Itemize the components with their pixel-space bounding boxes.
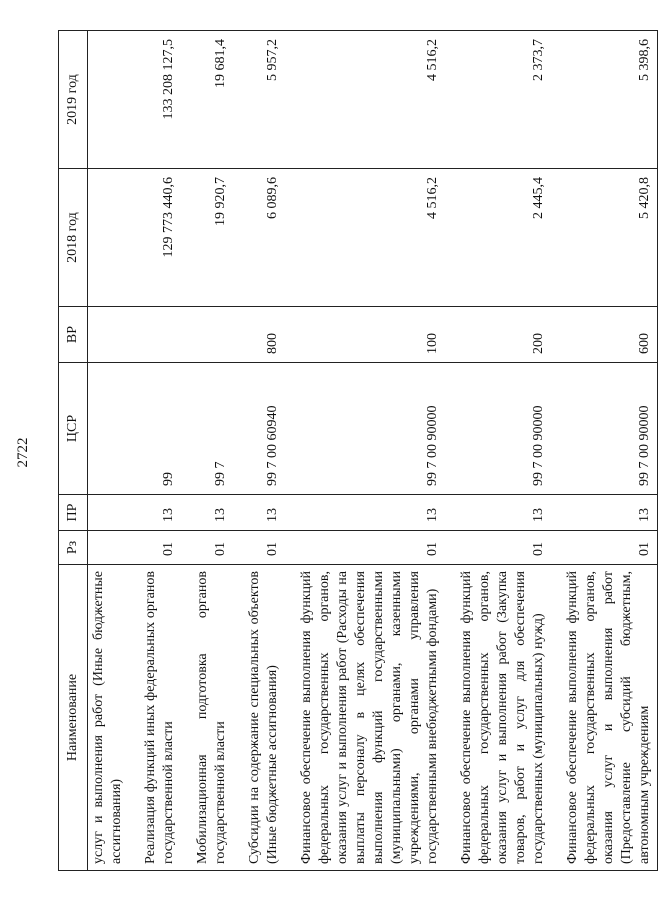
row-spacer [551,31,562,871]
row-spacer [445,31,456,871]
row-spacer [181,31,192,871]
row-rz [88,531,130,565]
row-rz: 01 [192,531,233,565]
header-2018: 2018 год [59,169,88,307]
header-vr: ВР [59,307,88,363]
table-row [296,31,445,871]
row-2019: 19 681,4 [192,31,233,169]
header-rz: Рз [59,531,88,565]
row-rz: 01 [456,531,551,565]
table-row [456,31,551,871]
row-rz: 01 [140,531,181,565]
row-csr: 99 [140,363,181,495]
row-name: Финансовое обеспечение выполнения функций федеральных государственных органов, оказания услуг и выполнения работ (Расходы на выплаты персоналу в целях обеспечения выполнения функций государственными (муниципальными) органами, казенными учреждениями, органами управления государственными внебюджетными фондами) [296,565,445,871]
row-name: Реализация функций иных федеральных органов государственной власти [140,565,181,871]
row-2019: 4 516,2 [296,31,445,169]
row-csr [88,363,130,495]
page-number: 2722 [15,437,31,468]
row-2019: 5 398,6 [562,31,658,169]
row-name: услуг и выполнения работ (Иные бюджетные ассигнования) [88,565,130,871]
row-2018: 19 920,7 [192,169,233,307]
row-pr: 13 [140,495,181,531]
row-csr: 99 7 [192,363,233,495]
row-csr: 99 7 00 90000 [296,363,445,495]
row-rz: 01 [244,531,285,565]
row-name: Субсидии на содержание специальных объектов (Иные бюджетные ассигнования) [244,565,285,871]
row-name: Мобилизационная подготовка органов государственной власти [192,565,233,871]
row-2018: 4 516,2 [296,169,445,307]
row-name: Финансовое обеспечение выполнения функций федеральных государственных органов, оказания услуг и выполнения работ (Закупка товаров, работ и услуг для обеспечения государственных (муниципальных) нужд) [456,565,551,871]
table-row [88,31,130,871]
row-2018: 5 420,8 [562,169,658,307]
table-row [562,31,658,871]
table-row [244,31,285,871]
table-row [192,31,233,871]
row-pr: 13 [192,495,233,531]
row-vr [192,307,233,363]
header-2019: 2019 год [59,31,88,169]
table-header-row [59,31,88,871]
row-vr: 600 [562,307,658,363]
row-pr: 13 [562,495,658,531]
header-csr: ЦСР [59,363,88,495]
row-2019: 2 373,7 [456,31,551,169]
row-vr: 200 [456,307,551,363]
row-2019: 133 208 127,5 [140,31,181,169]
row-2018: 6 089,6 [244,169,285,307]
row-vr [88,307,130,363]
row-spacer [129,31,140,871]
row-pr: 13 [456,495,551,531]
row-name: Финансовое обеспечение выполнения функций федеральных государственных органов, оказания услуг и выполнения работ (Предоставление субсидий бюджетным, автономным учреждениям [562,565,658,871]
row-vr [140,307,181,363]
header-name: Наименование [59,565,88,871]
row-2018: 129 773 440,6 [140,169,181,307]
table-row [140,31,181,871]
row-csr: 99 7 00 60940 [244,363,285,495]
row-rz: 01 [296,531,445,565]
row-vr: 800 [244,307,285,363]
row-rz: 01 [562,531,658,565]
row-2019: 5 957,2 [244,31,285,169]
row-pr: 13 [244,495,285,531]
row-2018: 2 445,4 [456,169,551,307]
budget-table [58,30,658,871]
row-csr: 99 7 00 90000 [456,363,551,495]
row-2019 [88,31,130,169]
row-pr: 13 [296,495,445,531]
row-spacer [233,31,244,871]
header-pr: ПР [59,495,88,531]
row-2018 [88,169,130,307]
row-csr: 99 7 00 90000 [562,363,658,495]
row-pr [88,495,130,531]
row-spacer [285,31,296,871]
row-vr: 100 [296,307,445,363]
